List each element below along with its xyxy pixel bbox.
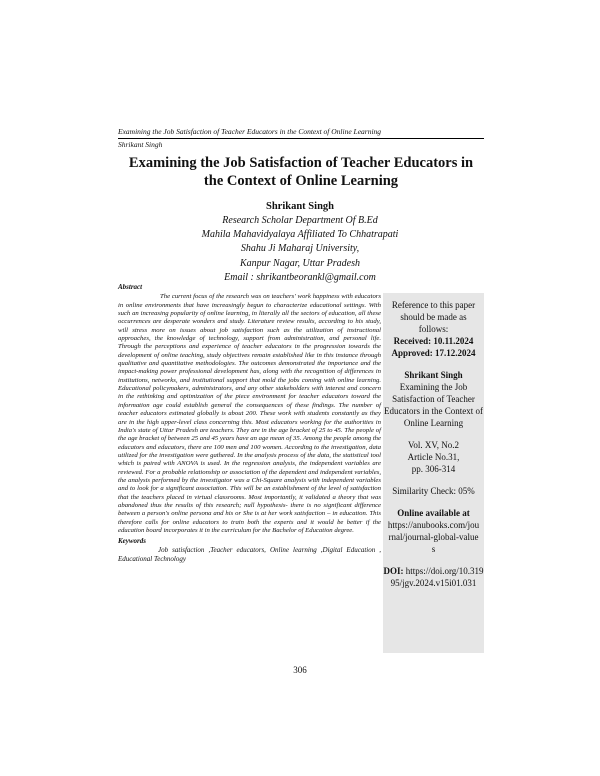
online-label: Online available at <box>397 508 470 518</box>
running-author: Shrikant Singh <box>118 140 163 149</box>
sidebar-paper-title: Examining the Job Satisfaction of Teacher Educators in the Context of Online Learning <box>384 382 483 428</box>
received-date: Received: 10.11.2024 <box>393 336 474 346</box>
sidebar-author: Shrikant Singh <box>404 370 463 380</box>
header-rule <box>118 138 484 139</box>
article-info: Article No.31, <box>407 452 460 462</box>
running-title: Examining the Job Satisfaction of Teacher Educators in the Context of Online Learning <box>118 127 382 136</box>
page-number: 306 <box>293 665 307 675</box>
reference-note: Reference to this paper should be made as follows: <box>391 300 476 334</box>
author-email: Email : shrikantbeorankl@gmail.com <box>224 271 376 283</box>
doi-link[interactable]: https://doi.org/10.31995/jgv.2024.v15i01.031 <box>390 566 484 588</box>
abstract-section <box>118 283 381 564</box>
doi-label: DOI: <box>383 566 404 576</box>
online-url-link[interactable]: https://anubooks.com/journal/journal-global-values <box>387 520 480 554</box>
affiliation-line: Shahu Ji Maharaj University, <box>240 243 360 255</box>
keywords-heading: Keywords <box>118 537 146 546</box>
page-range: pp. 306-314 <box>411 464 456 474</box>
citation-sidebar <box>383 293 484 653</box>
running-header <box>118 127 484 150</box>
paper-title: Examining the Job Satisfaction of Teacher Educators in the Context of Online Learning <box>128 155 474 189</box>
author-block <box>150 200 450 285</box>
abstract-body: The current focus of the research was on teachers' work happiness with educators in online environments that have increasingly begun to characterize educational settings. With such an increasing popularity of online learning, in literally all the sectors of education, all these occurrences are desperate wonders and study. Literature review results, according to his study, will stress more on issues about job satisfaction such as the utilization of instructional approaches, the knowledge of technology, support from administration, and personal life. Through the perceptions and experience of teacher educators in the progression towards the development of online teaching, study objectives remain established like in this instance through qualitative and quantitative methodologies. The outcomes demonstrated the importance and the impact-making power professional development has, along with the recognition of differences in institutions, networks, and institutional support that mold the jobs coming with online learning. Educational policymakers, administrators, and any other stakeholders with interest and concern in the rethinking and optimization of the piece environment for teacher educators toward the information age could establish general the consequences of these findings. The number of teacher educators estimated globally is about 200. These work with students constantly as they are in the high upper-level class concerning this. Most educators working for the authorities in India's state of Uttar Pradesh are teachers. They are in the age bracket of 25 to 45. The people of the age bracket of between 25 and 45 years have an age mean of 35. Among the people among the educators and educators, there are 100 men and 100 women. According to the investigation, data utilized for the investigation were gathered. In the analysis process of the data, the statistical tool which is paired with ANOVA is used. In the regression analysis, the independent variables are reviewed. For a probable relationship or association of the dependent and independent variables, the analysis performed by the investigator was a Chi-Square analysis with independent variables and to look for a significant association. This will be an establishment of the level of satisfaction that the teachers placed in virtual classrooms. Most importantly, it validated a theory that was abandoned thus the results of this research; null hypothesis- there is no significant difference between a person's online persona and his or She is at her work satisfaction – in education. This therefore calls for online educators to train both the experts and it would be better if the education board incorporates it in the curriculum for the Bachelor of Education degree. <box>118 293 381 534</box>
keywords-list: Job satisfaction ,Teacher educators, Online learning ,Digital Education , Educational Technology <box>118 545 381 563</box>
similarity-check: Similarity Check: 05% <box>392 486 475 496</box>
author-name: Shrikant Singh <box>266 201 334 212</box>
affiliation-line: Kanpur Nagar, Uttar Pradesh <box>239 257 360 269</box>
approved-date: Approved: 17.12.2024 <box>391 348 476 358</box>
volume-info: Vol. XV, No.2 <box>408 440 459 450</box>
affiliation-line: Research Scholar Department Of B.Ed <box>222 215 378 226</box>
abstract-heading: Abstract <box>118 283 143 291</box>
affiliation-line: Mahila Mahavidyalaya Affiliated To Chhatrapati <box>201 229 399 241</box>
doi-row <box>383 565 484 589</box>
